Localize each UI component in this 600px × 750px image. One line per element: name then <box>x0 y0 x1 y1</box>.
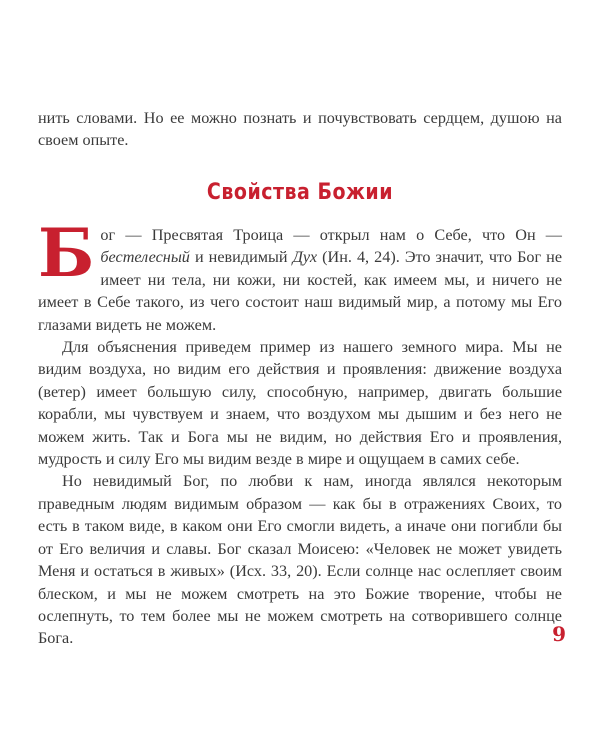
paragraph-1-part-3: (Ин. 4, 24). Это значит, что Бог не имеет ни тела, ни кожи, ни костей, как имеем мы, и ничего не имеет в Себе такого, из чего состоит наш видимый мир, а потому мы Его глазами видеть не можем. <box>38 248 563 334</box>
section-heading: Свойства Божии <box>206 179 394 205</box>
section-body <box>38 214 563 650</box>
intro-text: нить словами. Но ее можно познать и почувствовать сердцем, душою на своем опыте. <box>38 109 562 150</box>
paragraph-1-italic-2: Дух <box>292 248 318 267</box>
drop-cap: Б <box>38 214 95 292</box>
paragraph-1-part-2: и невидимый <box>189 248 293 267</box>
paragraph-3: Но невидимый Бог, по любви к нам, иногда являлся некоторым праведным людям видимым образом — как бы в отражениях Своих, то есть в таком виде, в каком они Его смогли видеть, а иначе они погибли бы от Его величия и славы. Бог сказал Моисею: «Человек не может увидеть Меня и остаться в живых» (Исх. 33, 20). Если солнце нас ослепляет своим блеском, и мы не можем смотреть на это Божие творение, чтобы не ослепнуть, то тем более мы не можем смотреть на сотворившего солнце Бога. <box>38 472 562 648</box>
page-number: 9 <box>552 622 566 646</box>
paragraph-1-part-1: ог — Пресвятая Троица — открыл нам о Себе, что Он — <box>100 226 562 244</box>
paragraph-2: Для объяснения приведем пример из нашего земного мира. Мы не видим воздуха, но видим его действия и проявления: движение воздуха (ветер) имеет большую силу, способную, например, двигать большие корабли, мы чувствуем и знаем, что воздухом мы дышим и без него не можем жить. Так и Бога мы не видим, но действия Его и проявления, мудрость и силу Его мы видим везде в мире и ощущаем в самих себе. <box>38 338 562 469</box>
intro-paragraph <box>38 107 562 152</box>
paragraph-1 <box>38 214 563 336</box>
paragraph-1-italic-1: бестелесный <box>100 248 190 267</box>
